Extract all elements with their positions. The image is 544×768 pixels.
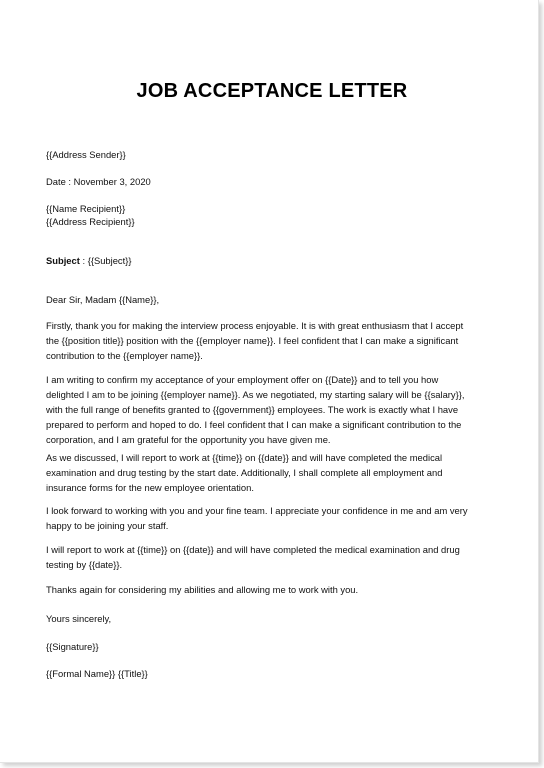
paragraph-6 [46, 582, 496, 597]
paragraph-line: delighted I am to be joining {{employer name}}. As we negotiated, my starting salary will be {{salary}}, [46, 389, 465, 400]
subject-label: Subject [46, 255, 80, 266]
paragraph-line: As we discussed, I will report to work at {{time}} on {{date}} and will have completed the medical [46, 452, 443, 463]
address-sender: {{Address Sender}} [46, 149, 126, 160]
paragraph-line: I will report to work at {{time}} on {{date}} and will have completed the medical examination and drug [46, 544, 460, 555]
paragraph-line: examination and drug testing by the start date. Additionally, I shall complete all employment and [46, 467, 443, 478]
paragraph-2 [46, 372, 496, 447]
paragraph-line: happy to be joining your staff. [46, 520, 169, 531]
paragraph-line: with the full range of benefits granted to {{government}} employees. The work is exactly what I have [46, 404, 459, 415]
paragraph-line: insurance forms for the new employee orientation. [46, 482, 254, 493]
paragraph-4 [46, 503, 496, 533]
signature: {{Signature}} [46, 641, 99, 652]
formal-name-title: {{Formal Name}} {{Title}} [46, 668, 148, 679]
paragraph-line: prepared to perform and hoped to do. I feel confident that I can make a significant contribution to the [46, 419, 462, 430]
address-recipient: {{Address Recipient}} [46, 216, 135, 227]
subject-line [46, 254, 131, 268]
paragraph-line: testing by {{date}}. [46, 559, 123, 570]
paragraph-line: corporation, and I am grateful for the opportunity you have given me. [46, 434, 331, 445]
paragraph-1 [46, 318, 496, 363]
letter-title: JOB ACCEPTANCE LETTER [136, 80, 408, 102]
paragraph-line: I look forward to working with you and your fine team. I appreciate your confidence in me and am very [46, 505, 468, 516]
name-recipient: {{Name Recipient}} [46, 203, 126, 214]
subject-value: : {{Subject}} [79, 255, 132, 266]
letter-date: Date : November 3, 2020 [46, 176, 151, 187]
paragraph-line: contribution to the {{employer name}}. [46, 350, 203, 361]
paragraph-line: Thanks again for considering my abilities and allowing me to work with you. [46, 584, 359, 595]
paragraph-line: Firstly, thank you for making the interview process enjoyable. It is with great enthusiasm that I accept [46, 320, 464, 331]
closing: Yours sincerely, [46, 613, 112, 624]
paragraph-5 [46, 542, 496, 572]
salutation: Dear Sir, Madam {{Name}}, [46, 294, 160, 305]
paragraph-line: the {{position title}} position with the {{employer name}}. I feel confident that I can make a significant [46, 335, 459, 346]
paragraph-line: I am writing to confirm my acceptance of your employment offer on {{Date}} and to tell you how [46, 374, 439, 385]
paragraph-3 [46, 450, 496, 495]
